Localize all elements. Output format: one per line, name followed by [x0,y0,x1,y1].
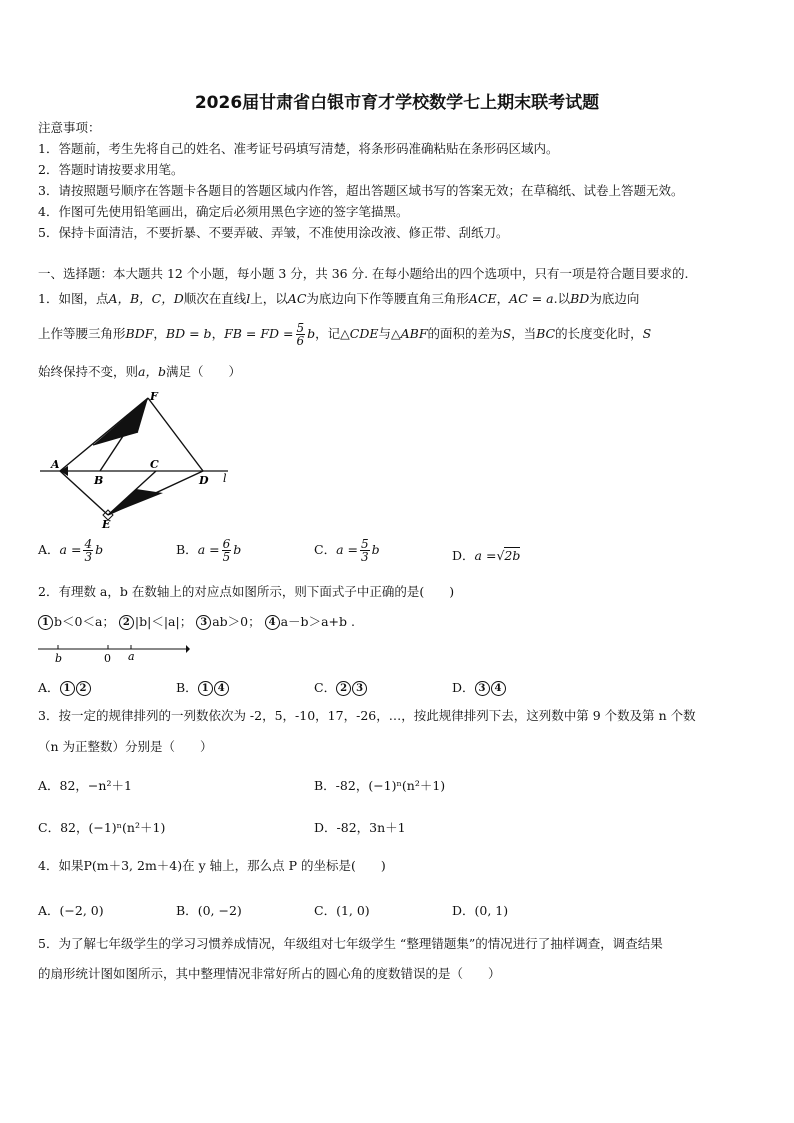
option-value: (1, 0) [336,903,370,918]
shaded-triangle-cde [108,489,163,515]
q1-text: ，当 [511,326,537,341]
q1-s: S [642,326,652,341]
q1-frac-den: 6 [296,334,305,348]
circled-number: 2 [76,681,91,696]
q1-text: ， [496,291,510,306]
q2-item-text: |b|＜|a|； [134,614,193,629]
q2-item-text: b＜0＜a； [54,614,115,629]
q1-fb-eq: FB = FD = [224,326,294,341]
label-e: E [102,518,111,530]
q2-option-d[interactable] [452,678,507,696]
option-value: (0, 1) [474,903,509,918]
q1-cde: △CDE [340,326,379,341]
q3-option-d[interactable]: D．-82，3n＋1 [314,820,406,835]
q2-number-line [38,640,190,666]
q3-option-c[interactable]: C．82，(−1)ⁿ(n²＋1) [38,820,166,835]
q2-item-text: a－b＞a+b . [280,614,355,629]
section-heading: 一、选择题：本大题共 12 个小题，每小题 3 分，共 36 分. 在每小题给出的四个选项中，只有一项是符合题目要求的. [38,266,689,281]
circled-number: 2 [119,615,134,630]
q1-bc: BC [536,326,556,341]
circled-number: 4 [214,681,229,696]
label-b: B [94,474,104,487]
frac-num: 4 [84,537,93,551]
circled-number: 1 [60,681,75,696]
q1-ac-eq: AC = a [509,291,554,306]
q1-line2 [38,320,651,348]
notice-item-3: 3．请按照题号顺序在答题卡各题目的答题区域内作答，超出答题区域书写的答案无效；在草稿纸、试卷上答题无效。 [38,183,684,198]
q1-fraction [296,322,306,347]
q4-option-a[interactable] [38,901,104,919]
q1-line-l: l [246,291,251,306]
q1-geometry-figure [38,390,238,530]
q2-option-c[interactable] [314,678,368,696]
frac-den: 3 [360,550,369,564]
q3-option-a[interactable]: A．82，−n²＋1 [38,778,132,793]
circled-number: 4 [491,681,506,696]
option-value: (0, −2) [197,903,242,918]
option-var: b [233,542,242,557]
label-b: b [55,652,63,665]
option-label: B． [176,903,198,918]
q1-text: 上作等腰三角形 [38,326,126,341]
option-label: A． [38,903,60,918]
q1-bd-eq: BD = b [165,326,212,341]
option-label: D． [452,903,475,918]
q3-line2: （n 为正整数）分别是（ ） [38,739,213,754]
notice-item-4: 4．作图可先使用铅笔画出，确定后必须用黑色字迹的签字笔描黑。 [38,204,409,219]
q4-text: 4．如果 [38,858,84,873]
q5-line2: 的扇形统计图如图所示，其中整理情况非常好所占的圆心角的度数错误的是（ ） [38,966,501,981]
q2-option-a[interactable] [38,678,92,696]
label-d: D [199,474,209,487]
q1-points: A，B，C，D [108,291,184,306]
page-title: 2026届甘肃省白银市育才学校数学七上期末联考试题 [194,93,600,113]
option-label: C． [314,542,337,557]
q4-stem [38,858,386,874]
q4-text: 在 y 轴上，那么点 P 的坐标是( ) [182,858,386,873]
q5-line1: 5．为了解七年级学生的学习习惯养成情况，年级组对七年级学生 “整理错题集”的情况进行了抽样调查，调查结果 [38,936,663,951]
q1-text: 顺次在直线 [183,291,247,306]
q1-text: ，记 [315,326,341,341]
sqrt-icon: √ [496,548,505,563]
q1-text: 1．如图，点 [38,291,109,306]
option-lhs: a = [59,542,82,557]
q1-b: b [307,326,316,341]
option-label: D． [452,548,475,563]
label-a: A [51,458,60,471]
option-lhs: a = [197,542,220,557]
option-fraction [83,538,93,563]
option-lhs: a = [336,542,358,557]
label-l: l [223,472,227,485]
notice-heading: 注意事项： [38,120,101,135]
q1-text: ， [153,326,166,341]
q1-ac: AC [287,291,307,306]
q1-ace: ACE [468,291,497,306]
label-zero: 0 [104,652,111,665]
q1-text: 上，以 [250,291,288,306]
circled-number: 1 [38,615,53,630]
option-label: A． [38,542,60,557]
option-value: (−2, 0) [59,903,104,918]
q3-option-b[interactable]: B．-82，(−1)ⁿ(n²＋1) [314,778,446,793]
q1-line3 [38,364,241,380]
axis-arrow-icon [186,645,190,653]
q1-text: ， [211,326,225,341]
circled-number: 2 [336,681,351,696]
q1-option-c[interactable] [314,538,380,563]
frac-num: 6 [222,537,231,551]
q2-option-b[interactable] [176,678,230,696]
q4-option-c[interactable] [314,901,370,919]
q1-s: S [502,326,512,341]
q1-text: 始终保持不变，则 [38,364,139,379]
option-fraction [360,538,370,563]
option-label: C． [314,903,337,918]
sqrt-content: 2b [504,548,521,563]
segment-af [60,398,148,471]
q1-option-d[interactable] [452,546,520,564]
q2-item-text: ab＞0； [212,614,261,629]
circled-number: 3 [475,681,490,696]
q1-text: 为底边向 [589,291,640,306]
q1-option-b[interactable] [176,538,241,563]
notice-item-5: 5．保持卡面清洁，不要折暴、不要弄破、弄皱，不准使用涂改液、修正带、刮纸刀。 [38,225,509,240]
q1-text: 的长度变化时， [555,326,643,341]
label-f: F [150,390,158,403]
option-lhs: a = [474,548,497,563]
option-label: B． [176,542,198,557]
q1-abf: △ABF [391,326,428,341]
option-label: A． [38,680,60,695]
option-var: b [371,542,380,557]
circled-number: 3 [352,681,367,696]
option-fraction [222,538,232,563]
circled-number: 4 [265,615,280,630]
q4-option-d[interactable] [452,901,508,919]
q4-option-b[interactable] [176,901,242,919]
frac-den: 5 [222,550,231,564]
q3-line1: 3．按一定的规律排列的一列数依次为 -2，5，-10，17，-26，…，按此规律排列下去，这列数中第 9 个数及第 n 个数 [38,708,696,723]
q1-bd: BD [570,291,590,306]
q2-stem: 2．有理数 a，b 在数轴上的对应点如图所示，则下面式子中正确的是( ) [38,584,455,599]
option-label: C． [314,680,337,695]
option-label: B． [176,680,198,695]
q1-line1 [38,291,639,307]
circled-number: 1 [198,681,213,696]
option-var: b [95,542,104,557]
q2-items [38,614,355,630]
q1-text: 的面积的差为 [427,326,503,341]
frac-num: 5 [360,537,369,551]
q1-option-a[interactable] [38,538,103,563]
label-c: C [150,458,159,471]
frac-den: 3 [84,550,93,564]
q1-ab: a，b [138,364,166,379]
q1-text: 与 [378,326,392,341]
q1-frac-num: 5 [296,321,305,335]
q4-point: P(m＋3, 2m＋4) [83,858,183,873]
label-a: a [128,650,135,663]
q1-text: 满足（ ） [165,364,241,379]
q1-bdf: BDF [125,326,154,341]
option-label: D． [452,680,475,695]
circled-number: 3 [196,615,211,630]
q1-text: 为底边向下作等腰直角三角形 [306,291,469,306]
q1-text: .以 [553,291,571,306]
notice-item-2: 2．答题时请按要求用笔。 [38,162,184,177]
notice-item-1: 1．答题前，考生先将自己的姓名、准考证号码填写清楚，将条形码准确粘贴在条形码区域内。 [38,141,559,156]
